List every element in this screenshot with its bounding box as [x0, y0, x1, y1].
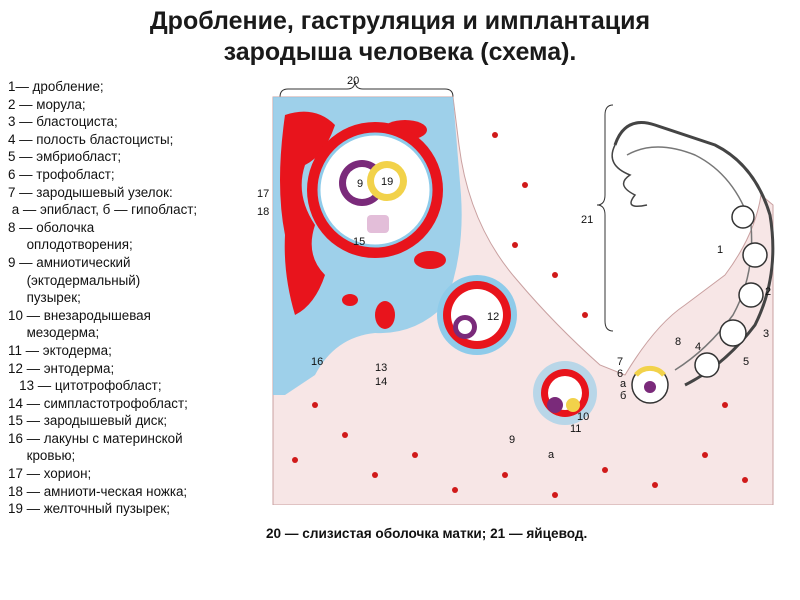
legend-item: 7 — зародышевый узелок: — [8, 184, 173, 200]
title-line-2: зародыша человека (схема). — [223, 38, 577, 66]
legend-item: 12 — энтодерма; — [8, 360, 115, 376]
legend-item: 8 — оболочка — [8, 219, 95, 235]
label-17: 17 — [257, 188, 270, 200]
legend-item: 14 — симпластотрофобласт; — [8, 395, 188, 411]
embryo-diagram — [255, 75, 785, 505]
label-21: 21 — [581, 214, 594, 226]
label-a-lower: а — [548, 449, 555, 461]
label-13: 13 — [375, 362, 388, 374]
legend-item: 13 — цитотрофобласт; — [8, 378, 162, 394]
label-6: 6 — [617, 368, 624, 380]
title-line-1: Дробление, гаструляция и имплантация — [149, 7, 651, 35]
label-14: 14 — [375, 376, 388, 388]
legend-item: 18 — амниоти-ческая ножка; — [8, 483, 188, 499]
label-18: 18 — [257, 206, 270, 218]
legend-item: 10 — внезародышевая — [8, 307, 151, 323]
legend-item: пузырек; — [8, 290, 81, 306]
legend-item: а — эпибласт, б — гипобласт; — [8, 202, 198, 218]
label-2: 2 — [765, 286, 772, 298]
label-20: 20 — [347, 75, 360, 87]
legend-item: 3 — бластоциста; — [8, 114, 118, 130]
legend-item: оплодотворения; — [8, 237, 133, 253]
label-8: 8 — [675, 336, 682, 348]
legend-item: (эктодермальный) — [8, 272, 141, 288]
label-15: 15 — [353, 236, 366, 248]
legend-item: 1— дробление; — [8, 79, 104, 94]
legend-item: 15 — зародышевый диск; — [8, 413, 168, 429]
legend-item: 6 — трофобласт; — [8, 166, 115, 182]
label-12: 12 — [487, 311, 500, 323]
label-16: 16 — [311, 356, 324, 368]
legend-item: мезодерма; — [8, 325, 100, 341]
blood-lacuna — [375, 301, 395, 329]
bracket-20 — [280, 75, 453, 97]
implanted-blastocyst — [307, 122, 443, 258]
legend-item: 9 — амниотический — [8, 254, 131, 270]
label-5: 5 — [743, 356, 750, 368]
legend-item: кровью; — [8, 448, 76, 464]
legend — [8, 78, 270, 518]
label-1: 1 — [717, 244, 724, 256]
blastocyst-middle — [437, 275, 517, 355]
legend-item: 5 — эмбриобласт; — [8, 149, 122, 165]
label-10: 10 — [577, 411, 590, 423]
label-9b: 9 — [509, 434, 516, 446]
label-a: а — [620, 378, 627, 390]
label-3: 3 — [763, 328, 770, 340]
blood-lacuna — [342, 294, 358, 306]
label-19: 19 — [381, 176, 394, 188]
page-title — [0, 6, 800, 68]
label-7: 7 — [617, 356, 624, 368]
label-11: 11 — [570, 423, 582, 435]
label-4: 4 — [695, 341, 702, 353]
legend-item: 11 — эктодерма; — [8, 342, 112, 358]
legend-item: 4 — полость бластоцисты; — [8, 131, 174, 147]
legend-item: 16 — лакуны с материнской — [8, 430, 183, 446]
bracket-21 — [581, 105, 613, 331]
blood-lacuna — [414, 251, 446, 269]
label-b: б — [620, 390, 627, 402]
legend-item: 2 — морула; — [8, 96, 86, 112]
footer-note: 20 — слизистая оболочка матки; 21 — яйцевод. — [266, 526, 588, 541]
legend-item: 17 — хорион; — [8, 466, 92, 482]
label-9: 9 — [357, 178, 364, 190]
legend-item: 19 — желточный пузырек; — [8, 501, 171, 517]
